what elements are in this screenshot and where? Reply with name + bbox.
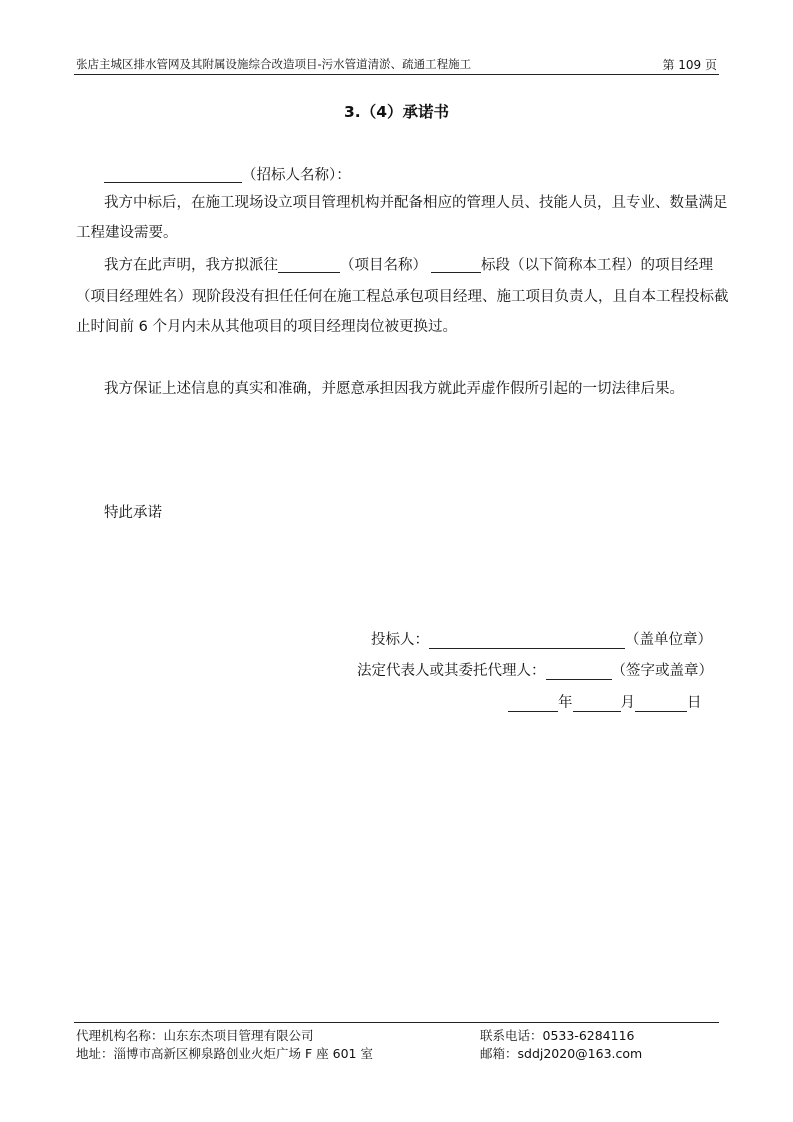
bidder-seal-note: （盖单位章） xyxy=(625,632,712,648)
page-header xyxy=(74,54,719,75)
representative-line xyxy=(357,659,713,680)
para2-text-1: 我方在此声明，我方拟派往 xyxy=(104,257,278,274)
bidder-label: 投标人： xyxy=(371,632,429,648)
representative-sign-note: （签字或盖章） xyxy=(611,663,713,679)
para1-line2: 工程建设需要。 xyxy=(76,225,178,241)
para2-text-2: （项目名称） xyxy=(340,257,427,274)
para2-text-3: 标段（以下简称本工程）的项目经理 xyxy=(481,257,713,274)
para2-line2: （项目经理姓名）现阶段没有担任任何在施工程总承包项目经理、施工项目负责人，且自本工程投标截 xyxy=(76,289,729,305)
closing-text: 特此承诺 xyxy=(104,505,162,521)
footer-agency: 代理机构名称：山东东杰项目管理有限公司 xyxy=(76,1028,314,1043)
date-line xyxy=(508,691,702,712)
para2-line1 xyxy=(104,258,713,273)
day-blank[interactable] xyxy=(635,697,687,712)
para1-line1: 我方中标后，在施工现场设立项目管理机构并配备相应的管理人员、技能人员，且专业、数量满足 xyxy=(104,195,728,211)
bidder-blank[interactable] xyxy=(429,634,625,649)
footer-phone: 联系电话：0533-6284116 xyxy=(480,1028,635,1043)
day-label: 日 xyxy=(687,695,702,711)
para3: 我方保证上述信息的真实和准确，并愿意承担因我方就此弄虚作假所引起的一切法律后果。 xyxy=(104,381,684,397)
section-blank[interactable] xyxy=(431,258,481,273)
header-page-number: 第 109 页 xyxy=(662,58,717,72)
tenderer-name-blank[interactable] xyxy=(104,168,242,183)
year-label: 年 xyxy=(558,695,573,711)
year-blank[interactable] xyxy=(508,697,558,712)
document-title: 3.（4）承诺书 xyxy=(344,103,449,121)
salutation xyxy=(104,168,351,183)
salutation-suffix: （招标人名称）： xyxy=(242,167,351,184)
page-footer xyxy=(74,1022,719,1023)
representative-blank[interactable] xyxy=(546,665,612,680)
footer-email: 邮箱：sddj2020@163.com xyxy=(480,1046,643,1061)
month-blank[interactable] xyxy=(573,697,621,712)
project-name-blank[interactable] xyxy=(278,258,340,273)
representative-label: 法定代表人或其委托代理人： xyxy=(357,663,546,679)
footer-address: 地址：淄博市高新区柳泉路创业火炬广场 F 座 601 室 xyxy=(76,1046,373,1061)
bidder-line xyxy=(371,628,712,649)
header-project-title: 张店主城区排水管网及其附属设施综合改造项目-污水管道清淤、疏通工程施工 xyxy=(76,57,472,71)
month-label: 月 xyxy=(620,695,635,711)
para2-line3: 止时间前 6 个月内未从其他项目的项目经理岗位被更换过。 xyxy=(76,319,457,335)
